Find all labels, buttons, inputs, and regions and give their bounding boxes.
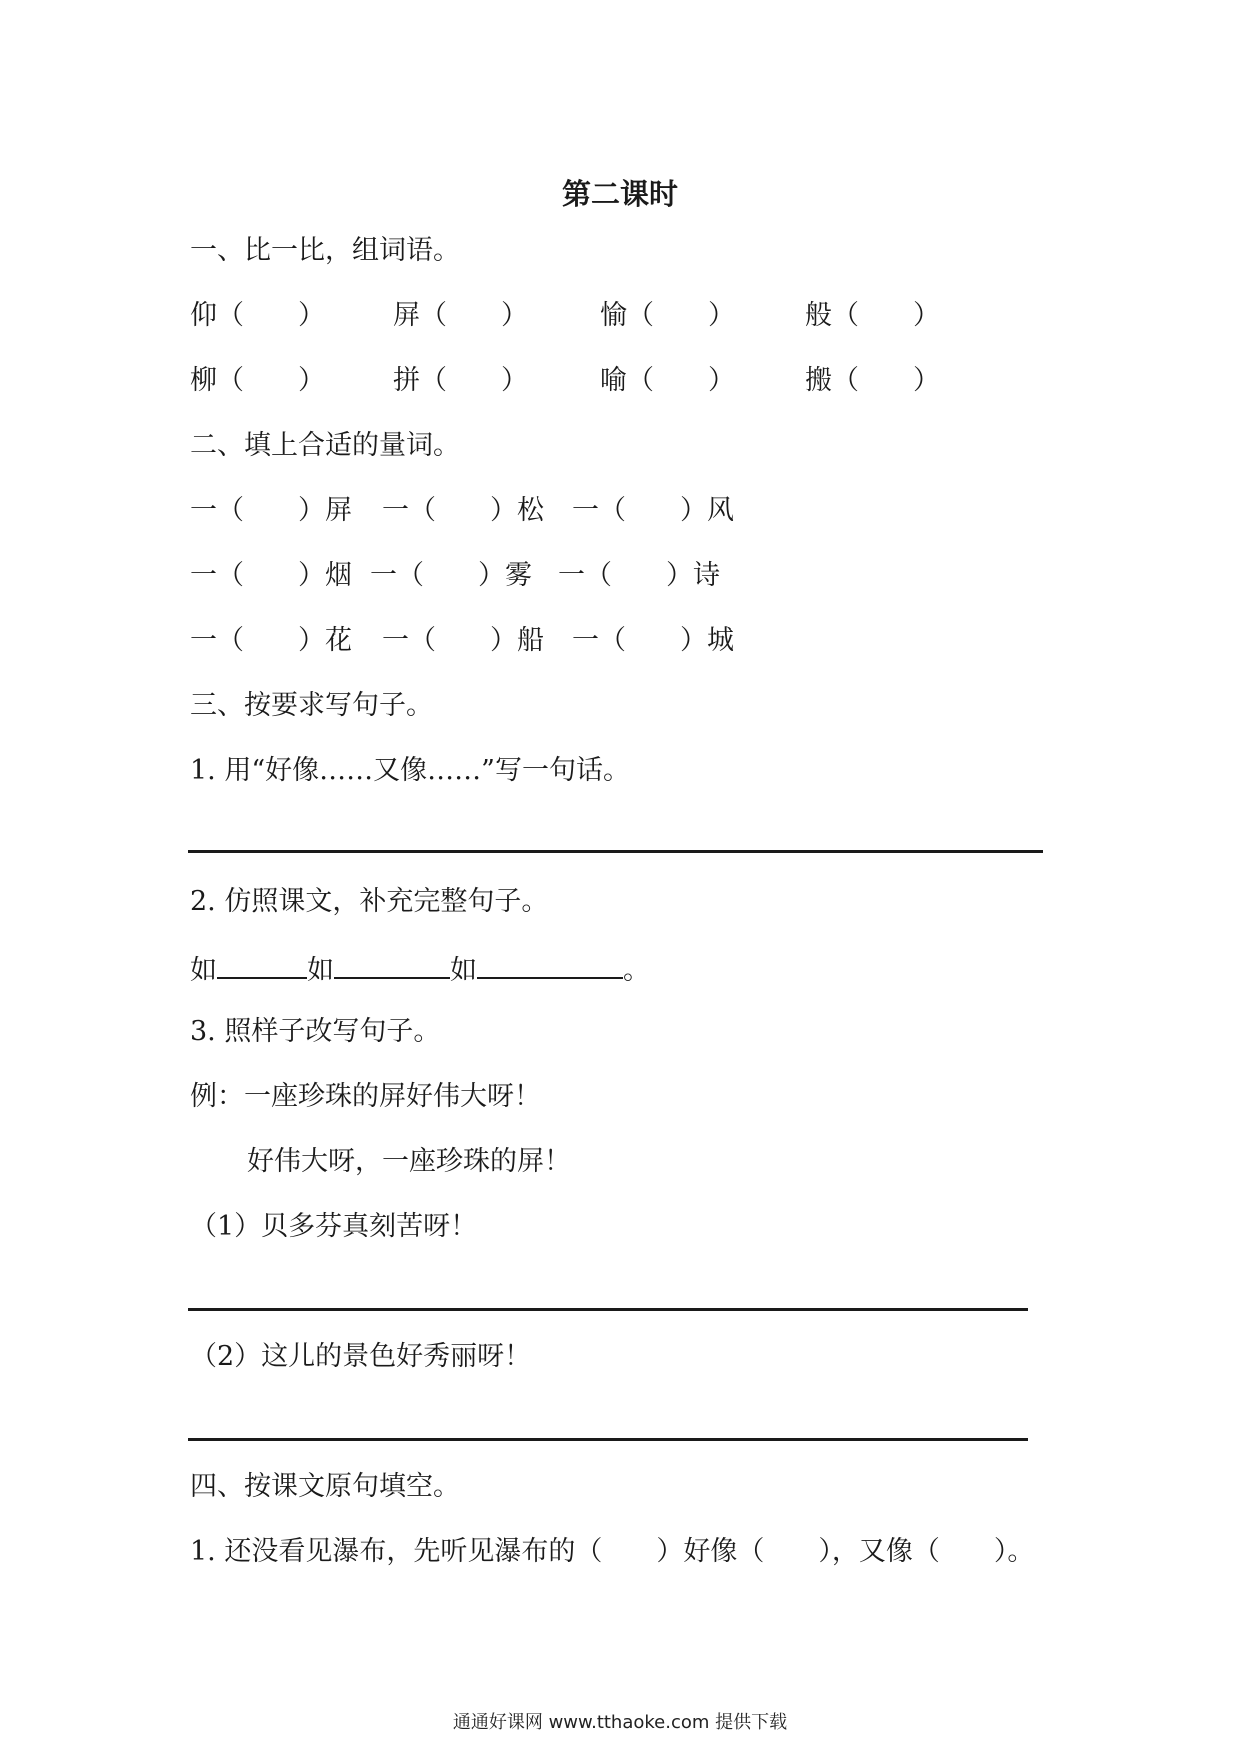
page-title: 第二课时 [561, 177, 678, 211]
measure-word-item: 一（ ）风 [572, 495, 734, 526]
question-3-1: 1. 用“好像……又像……”写一句话。 [190, 755, 630, 786]
word-compare-item: 搬（ ） [805, 365, 940, 396]
section-4-heading: 四、按课文原句填空。 [190, 1471, 460, 1502]
word-compare-item: 屏（ ） [393, 300, 528, 331]
word-compare-item: 般（ ） [805, 300, 940, 331]
section-3-heading: 三、按要求写句子。 [190, 690, 433, 721]
measure-word-item: 一（ ）诗 [558, 560, 720, 591]
answer-line [188, 1308, 1028, 1311]
fill-sentence [190, 953, 650, 984]
measure-word-item: 一（ ）烟 [190, 560, 352, 591]
word-compare-item: 愉（ ） [600, 300, 735, 331]
section-2-heading: 二、填上合适的量词。 [190, 430, 460, 461]
footer-credit: 通通好课网 www.tthaoke.com 提供下载 [452, 1712, 788, 1733]
question-4-1: 1. 还没看见瀑布，先听见瀑布的（ ）好像（ ），又像（ ）。 [190, 1536, 1035, 1567]
question-3-2: 2. 仿照课文，补充完整句子。 [190, 886, 549, 917]
measure-word-item: 一（ ）城 [572, 625, 734, 656]
fill-word: 如 [450, 955, 477, 986]
fill-blank [477, 953, 623, 979]
example-original: 例：一座珍珠的屏好伟大呀！ [190, 1081, 541, 1112]
measure-word-item: 一（ ）船 [382, 625, 544, 656]
answer-line [188, 1438, 1028, 1441]
section-1-heading: 一、比一比，组词语。 [190, 235, 460, 266]
word-compare-item: 仰（ ） [190, 300, 325, 331]
word-compare-item: 喻（ ） [600, 365, 735, 396]
word-compare-item: 柳（ ） [190, 365, 325, 396]
measure-word-item: 一（ ）雾 [370, 560, 532, 591]
answer-line [188, 850, 1043, 853]
question-3-3: 3. 照样子改写句子。 [190, 1016, 441, 1047]
measure-word-item: 一（ ）花 [190, 625, 352, 656]
measure-word-item: 一（ ）屏 [190, 495, 352, 526]
fill-end: 。 [623, 955, 650, 986]
fill-blank [217, 953, 307, 979]
rewrite-item-1: （1）贝多芬真刻苦呀！ [190, 1211, 478, 1242]
fill-word: 如 [190, 955, 217, 986]
fill-word: 如 [307, 955, 334, 986]
measure-word-item: 一（ ）松 [382, 495, 544, 526]
example-rewritten: 好伟大呀，一座珍珠的屏！ [247, 1146, 571, 1177]
fill-blank [334, 953, 450, 979]
rewrite-item-2: （2）这儿的景色好秀丽呀！ [190, 1341, 532, 1372]
word-compare-item: 拼（ ） [393, 365, 528, 396]
